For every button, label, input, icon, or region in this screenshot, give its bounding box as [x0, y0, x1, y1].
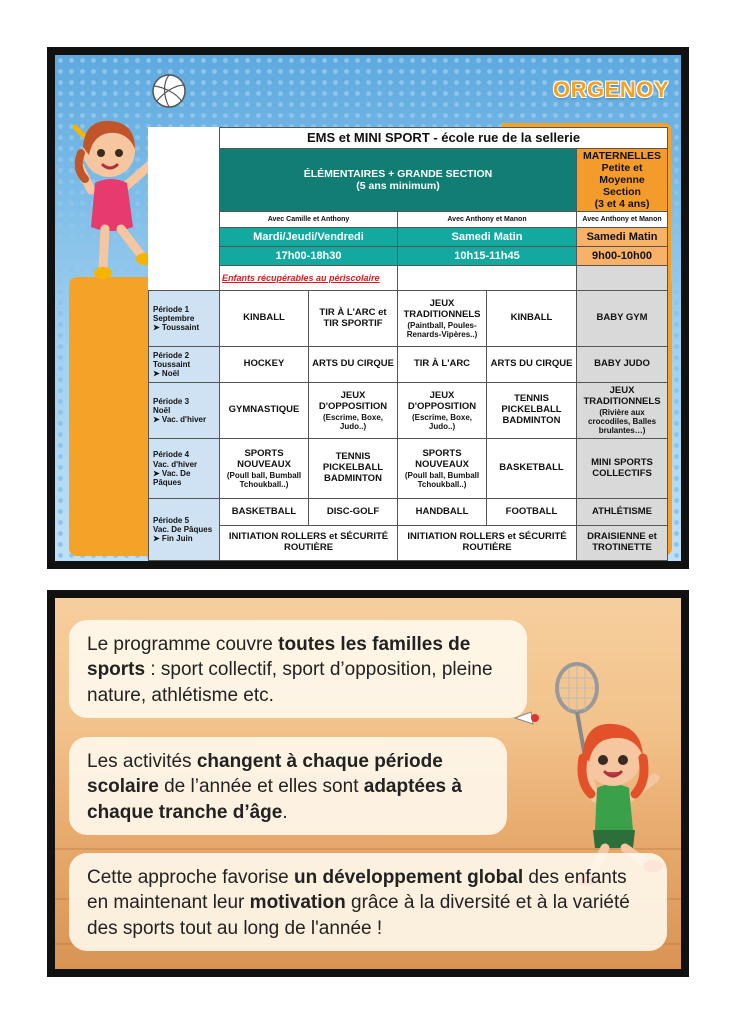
activity-cell: [398, 291, 487, 347]
bubble-text: des enfants en maintenant leur: [87, 867, 627, 914]
coach-label-3: Avec Anthony et Manon: [577, 212, 668, 228]
activity-cell: DISC-GOLF: [309, 499, 398, 526]
coach-label-2: Avec Anthony et Manon: [398, 212, 577, 228]
bubble-text: : sport collectif, sport d’opposition, pleine nature, athlétisme etc.: [87, 659, 493, 706]
blank-cell: [577, 266, 668, 291]
bubble-text: .: [282, 801, 288, 823]
period-name: Période 1: [153, 305, 190, 315]
period-to: ➤ Noël: [153, 369, 180, 379]
period-from: Septembre: [153, 314, 195, 324]
activity-cell: TENNIS PICKELBALL BADMINTON: [309, 439, 398, 499]
activity-cell: [220, 439, 309, 499]
maternelles-title: MATERNELLES: [583, 150, 662, 162]
bubble-bold-text: motivation: [249, 892, 346, 914]
schedule-poster-background: [55, 55, 681, 561]
brand-logo-text: ORGENOY: [553, 77, 669, 102]
activity-cell: ARTS DU CIRQUE: [309, 347, 398, 383]
info-poster: [47, 590, 689, 977]
blank-cell: [149, 149, 220, 212]
activity-cell: HANDBALL: [398, 499, 487, 526]
blank-cell: [398, 266, 577, 291]
activity-sub: (Paintball, Poules-Renards-Vipères..): [406, 320, 478, 339]
info-bubble-1: [69, 620, 527, 718]
coach-label-1: Avec Camille et Anthony: [220, 212, 398, 228]
activity-cell: FOOTBALL: [487, 499, 577, 526]
maternelles-subtitle-1: Petite et Moyenne Section: [599, 162, 645, 199]
activity-cell: BABY JUDO: [577, 347, 668, 383]
maternelles-subtitle-2: (3 et 4 ans): [594, 198, 650, 211]
bubble-text: Cette approche favorise: [87, 867, 295, 888]
activity-cell: BASKETBALL: [487, 439, 577, 499]
table-title: EMS et MINI SPORT - école rue de la sellerie: [220, 128, 668, 149]
period-from: Vac. d'hiver: [153, 459, 198, 469]
info-bubble-2: [69, 737, 507, 835]
period-name: Période 4: [153, 450, 190, 460]
activity-sub: (Poull ball, Bumball Tchoukball..): [404, 470, 480, 489]
period-to: ➤ Vac. De Pâques: [153, 468, 191, 487]
period-to: ➤ Vac. d'hiver: [153, 415, 207, 425]
period-to: ➤ Toussaint: [153, 323, 200, 333]
schedule-poster: [47, 47, 689, 569]
bubble-bold-text: toutes les familles de sports: [87, 634, 471, 681]
info-poster-background: [55, 598, 681, 969]
activity-cell: TENNIS PICKELBALL BADMINTON: [487, 383, 577, 439]
blank-cell: [149, 247, 220, 266]
slot-1-day: Mardi/Jeudi/Vendredi: [220, 228, 398, 247]
period-from: Toussaint: [153, 360, 191, 370]
activity-cell: KINBALL: [487, 291, 577, 347]
slot-3-time: 9h00-10h00: [577, 247, 668, 266]
bubble-text: Les activités: [87, 751, 197, 772]
table-row: [149, 291, 668, 347]
period-from: Vac. De Pâques: [153, 525, 213, 535]
blank-cell: [149, 228, 220, 247]
table-row: [149, 499, 668, 526]
activity-cell: ARTS DU CIRQUE: [487, 347, 577, 383]
period-2-label: [149, 347, 220, 383]
info-bubble-3: [69, 853, 667, 951]
activity-cell: [398, 383, 487, 439]
elementaires-subtitle: (5 ans minimum): [356, 180, 440, 193]
period-name: Période 5: [153, 516, 190, 526]
elementaires-title: ÉLÉMENTAIRES + GRANDE SECTION: [303, 168, 493, 181]
activity-cell: TIR À L'ARC: [398, 347, 487, 383]
activity-main: JEUX TRADITIONNELS: [583, 385, 661, 408]
activity-cell: HOCKEY: [220, 347, 309, 383]
period-3-label: [149, 383, 220, 439]
table-row: [149, 383, 668, 439]
period-name: Période 2: [153, 351, 190, 361]
activity-main: JEUX D'OPPOSITION: [407, 389, 477, 412]
bubble-text: Le programme couvre: [87, 634, 279, 655]
bubble-bold-text: adaptées à chaque tranche d’âge: [87, 776, 462, 823]
schedule-table: [148, 127, 668, 561]
period-1-label: [149, 291, 220, 347]
activity-cell: [577, 383, 668, 439]
activity-cell: ATHLÉTISME: [577, 499, 668, 526]
activity-main: SPORTS NOUVEAUX: [415, 447, 469, 470]
activity-cell: GYMNASTIQUE: [220, 383, 309, 439]
activity-sub: (Poull ball, Bumball Tchoukball..): [226, 470, 302, 489]
table-row: [149, 526, 668, 561]
period-from: Noël: [153, 406, 171, 416]
activity-main: JEUX TRADITIONNELS: [403, 297, 481, 320]
activity-sub: (Escrime, Boxe, Judo..): [411, 412, 473, 431]
period-to: ➤ Fin Juin: [153, 534, 193, 544]
period-name: Période 3: [153, 397, 190, 407]
blank-cell: [149, 212, 220, 228]
activity-cell: TIR À L'ARC et TIR SPORTIF: [309, 291, 398, 347]
activity-cell: [309, 383, 398, 439]
slot-1-time: 17h00-18h30: [220, 247, 398, 266]
table-row: [149, 439, 668, 499]
slot-3-day: Samedi Matin: [577, 228, 668, 247]
bubble-text: grâce à la diversité et à la variété des sports tout au long de l'année !: [87, 892, 630, 939]
blank-cell: [149, 128, 220, 149]
elementaires-header: [220, 149, 577, 212]
period-4-label: [149, 439, 220, 499]
period-5-label: [149, 499, 220, 561]
activity-cell: BABY GYM: [577, 291, 668, 347]
activity-main: SPORTS NOUVEAUX: [237, 447, 291, 470]
bubble-bold-text: changent à chaque période scolaire: [87, 751, 443, 798]
maternelles-header: [577, 149, 668, 212]
periscolaire-note: Enfants récupérables au périscolaire: [220, 266, 398, 291]
activity-sub: (Rivière aux crocodiles, Balles brulantes…): [588, 407, 657, 436]
activity-cell: DRAISIENNE et TROTINETTE: [577, 526, 668, 561]
activity-cell: [398, 439, 487, 499]
activity-cell: MINI SPORTS COLLECTIFS: [577, 439, 668, 499]
activity-cell: KINBALL: [220, 291, 309, 347]
table-row: [149, 347, 668, 383]
activity-cell: BASKETBALL: [220, 499, 309, 526]
bubble-text: de l’année et elles sont: [158, 776, 364, 798]
activity-cell: INITIATION ROLLERS et SÉCURITÉ ROUTIÈRE: [398, 526, 577, 561]
slot-2-day: Samedi Matin: [398, 228, 577, 247]
activity-sub: (Escrime, Boxe, Judo..): [322, 412, 384, 431]
slot-2-time: 10h15-11h45: [398, 247, 577, 266]
activity-cell: INITIATION ROLLERS et SÉCURITÉ ROUTIÈRE: [220, 526, 398, 561]
activity-main: JEUX D'OPPOSITION: [318, 389, 388, 412]
bubble-bold-text: un développement global: [294, 867, 524, 888]
blank-cell: [149, 266, 220, 291]
